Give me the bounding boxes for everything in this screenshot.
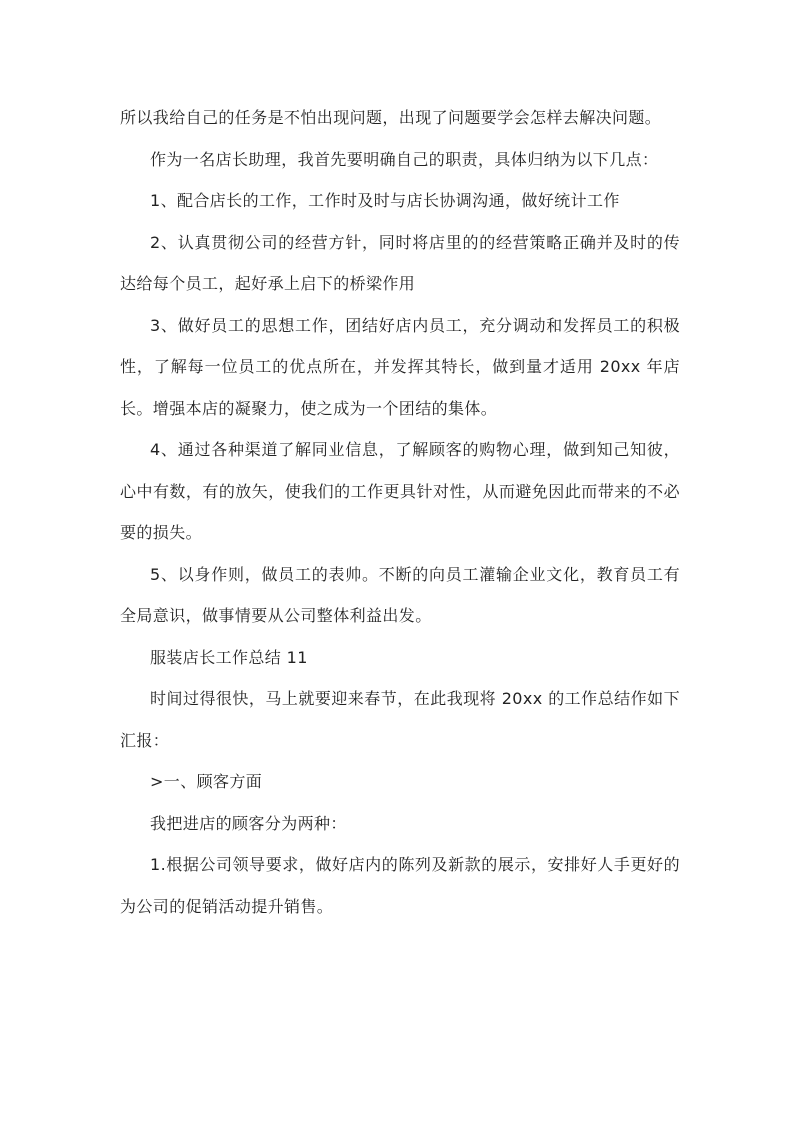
- paragraph-2: 作为一名店长助理，我首先要明确自己的职责，具体归纳为以下几点：: [150, 149, 659, 169]
- paragraph-6: 4、通过各种渠道了解同业信息，了解顾客的购物心理，做到知己知彼，心中有数，有的放矢，使我们的工作更具针对性，从而避免因此而带来的不必要的损失。: [120, 440, 680, 542]
- paragraph-5: 3、做好员工的思想工作，团结好店内员工，充分调动和发挥员工的积极性，了解每一位员工的优点所在，并发挥其特长，做到量才适用 20xx 年店长。增强本店的凝聚力，使之成为一个团结的集体。: [120, 315, 680, 418]
- section-heading: 服装店长工作总结 11: [150, 647, 308, 667]
- paragraph-12: 1.根据公司领导要求，做好店内的陈列及新款的展示，安排好人手更好的为公司的促销活动提升销售。: [120, 855, 680, 916]
- paragraph-3: 1、配合店长的工作，工作时及时与店长协调沟通，做好统计工作: [150, 191, 620, 210]
- subheading-customers: >一、顾客方面: [150, 772, 263, 791]
- paragraph-11: 我把进店的顾客分为两种：: [150, 813, 347, 833]
- document-body: [120, 97, 680, 927]
- paragraph-1: 所以我给自己的任务是不怕出现问题，出现了问题要学会怎样去解决问题。: [120, 108, 662, 127]
- paragraph-4: 2、认真贯彻公司的经营方针，同时将店里的的经营策略正确并及时的传达给每个员工，起好承上启下的桥梁作用: [120, 232, 680, 293]
- paragraph-9: 时间过得很快，马上就要迎来春节，在此我现将 20xx 的工作总结作如下汇报：: [120, 689, 680, 750]
- paragraph-7: 5、以身作则，做员工的表帅。不断的向员工灌输企业文化，教育员工有全局意识，做事情要从公司整体利益出发。: [120, 564, 680, 625]
